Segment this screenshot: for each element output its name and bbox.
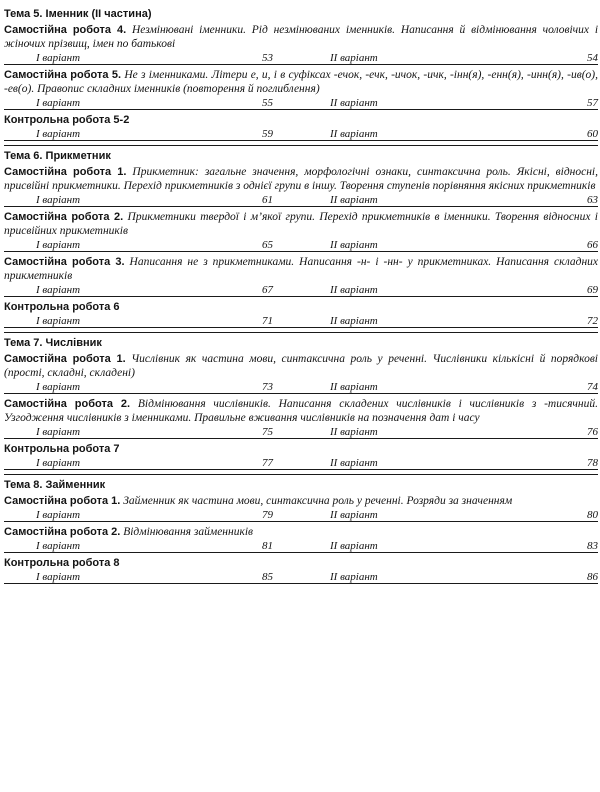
- entry-heading: [4, 23, 598, 51]
- toc-entry: [4, 442, 598, 470]
- toc-section: [4, 336, 598, 470]
- variant-1-page: 75: [262, 426, 273, 438]
- variant-2-page: 80: [587, 509, 598, 521]
- toc-entry: [4, 68, 598, 110]
- variant-1-page: 61: [262, 194, 273, 206]
- variant-1-label: І варіант: [36, 239, 81, 251]
- topic-heading: Тема 5. Іменник (ІІ частина): [4, 8, 152, 20]
- variant-row: [4, 457, 598, 470]
- variant-2-page: 66: [587, 239, 598, 251]
- entry-heading: [4, 68, 598, 96]
- entry-heading: [4, 442, 598, 456]
- entry-label: Самостійна робота 5.: [4, 69, 122, 81]
- section-divider: [4, 474, 598, 475]
- toc-entry: [4, 165, 598, 207]
- variant-1-label: І варіант: [36, 194, 81, 206]
- entry-heading: [4, 397, 598, 425]
- entry-label: Контрольна робота 5-2: [4, 114, 130, 126]
- variant-2-page: 69: [587, 284, 598, 296]
- entry-label: Самостійна робота 1.: [4, 495, 121, 507]
- variant-1-page: 65: [262, 239, 273, 251]
- variant-1-page: 59: [262, 128, 273, 140]
- variant-2-label: ІІ варіант: [330, 571, 378, 583]
- variant-2-label: ІІ варіант: [330, 381, 378, 393]
- variant-2-page: 54: [587, 52, 598, 64]
- entry-label: Самостійна робота 2.: [4, 398, 131, 410]
- variant-2-page: 60: [587, 128, 598, 140]
- variant-1-label: І варіант: [36, 457, 81, 469]
- entry-title: Відмінювання займенників: [123, 526, 254, 538]
- toc-entry: [4, 494, 598, 522]
- toc-entry: [4, 352, 598, 394]
- variant-1-page: 79: [262, 509, 273, 521]
- variant-1-page: 85: [262, 571, 273, 583]
- variant-row: [4, 284, 598, 297]
- entry-label: Контрольна робота 7: [4, 443, 120, 455]
- variant-1-page: 71: [262, 315, 273, 327]
- entry-heading: [4, 352, 598, 380]
- variant-1-page: 77: [262, 457, 273, 469]
- variant-2-label: ІІ варіант: [330, 128, 378, 140]
- topic-heading: Тема 6. Прикметник: [4, 150, 111, 162]
- toc-section: [4, 478, 598, 584]
- variant-row: [4, 315, 598, 328]
- variant-1-page: 73: [262, 381, 273, 393]
- variant-2-label: ІІ варіант: [330, 194, 378, 206]
- variant-1-label: І варіант: [36, 426, 81, 438]
- variant-2-label: ІІ варіант: [330, 315, 378, 327]
- entry-title: Незмінювані іменники. Рід незмінюваних іменників. Написання й відмінювання чоловічих і жіночих прізвищ, імен по батькові: [4, 24, 599, 50]
- variant-2-label: ІІ варіант: [330, 239, 378, 251]
- variant-2-page: 63: [587, 194, 598, 206]
- entry-heading: [4, 525, 598, 539]
- variant-2-page: 83: [587, 540, 598, 552]
- variant-2-page: 78: [587, 457, 598, 469]
- variant-1-label: І варіант: [36, 284, 81, 296]
- variant-1-page: 81: [262, 540, 273, 552]
- toc-section: [4, 7, 598, 141]
- variant-1-label: І варіант: [36, 381, 81, 393]
- variant-2-page: 86: [587, 571, 598, 583]
- entry-title: Відмінювання числівників. Написання складених числівників і числівників з -тисячний. Узгодження числівників з іменниками. Правильне вживання числівників на позначення дат і часу: [4, 398, 598, 424]
- entry-label: Самостійна робота 1.: [4, 353, 126, 365]
- topic-heading: Тема 7. Числівник: [4, 337, 102, 349]
- variant-row: [4, 128, 598, 141]
- variant-2-page: 57: [587, 97, 598, 109]
- variant-2-page: 76: [587, 426, 598, 438]
- entry-title: Числівник як частина мови, синтаксична роль у реченні. Числівники кількісні й порядкові (прості, складні, складені): [4, 353, 599, 379]
- toc-section: [4, 149, 598, 328]
- variant-1-label: І варіант: [36, 540, 81, 552]
- variant-2-label: ІІ варіант: [330, 97, 378, 109]
- variant-row: [4, 239, 598, 252]
- entry-title: Прикметники твердої і м’якої групи. Перехід прикметників в іменники. Творення відносних і присвійних прикметників: [4, 211, 598, 237]
- entry-title: Написання не з прикметниками. Написання -н- і -нн- у прикметниках. Написання складних прикметників: [4, 256, 599, 282]
- entry-label: Самостійна робота 3.: [4, 256, 125, 268]
- entry-label: Контрольна робота 8: [4, 557, 120, 569]
- variant-2-label: ІІ варіант: [330, 52, 378, 64]
- variant-2-label: ІІ варіант: [330, 426, 378, 438]
- toc-entry: [4, 525, 598, 553]
- variant-row: [4, 426, 598, 439]
- variant-1-label: І варіант: [36, 128, 81, 140]
- variant-1-page: 67: [262, 284, 273, 296]
- entry-title: Прикметник: загальне значення, морфологічні ознаки, синтаксична роль. Якісні, відносні, присвійні прикметники. Перехід прикметників з однієї групи в іншу. Творення ступенів порівняння якісних прикметників: [4, 166, 598, 192]
- entry-label: Контрольна робота 6: [4, 301, 120, 313]
- entry-heading: [4, 113, 598, 127]
- section-divider: [4, 332, 598, 333]
- variant-row: [4, 540, 598, 553]
- toc-entry: [4, 210, 598, 252]
- toc-entry: [4, 556, 598, 584]
- toc-entry: [4, 113, 598, 141]
- variant-1-label: І варіант: [36, 315, 81, 327]
- entry-heading: [4, 255, 598, 283]
- entry-heading: [4, 165, 598, 193]
- toc-entry: [4, 255, 598, 297]
- toc-entry: [4, 300, 598, 328]
- variant-2-page: 74: [587, 381, 598, 393]
- table-of-contents: [4, 4, 598, 587]
- variant-1-page: 55: [262, 97, 273, 109]
- entry-label: Самостійна робота 2.: [4, 211, 124, 223]
- section-divider: [4, 145, 598, 146]
- variant-1-label: І варіант: [36, 509, 81, 521]
- toc-entry: [4, 23, 598, 65]
- entry-title: Займенник як частина мови, синтаксична роль у реченні. Розряди за значенням: [123, 495, 513, 507]
- entry-heading: [4, 494, 598, 508]
- variant-1-label: І варіант: [36, 97, 81, 109]
- variant-2-page: 72: [587, 315, 598, 327]
- variant-row: [4, 509, 598, 522]
- variant-1-label: І варіант: [36, 571, 81, 583]
- topic-heading: Тема 8. Займенник: [4, 479, 106, 491]
- variant-row: [4, 52, 598, 65]
- entry-label: Самостійна робота 1.: [4, 166, 127, 178]
- variant-row: [4, 381, 598, 394]
- variant-row: [4, 194, 598, 207]
- variant-2-label: ІІ варіант: [330, 540, 378, 552]
- toc-entry: [4, 397, 598, 439]
- variant-2-label: ІІ варіант: [330, 457, 378, 469]
- variant-2-label: ІІ варіант: [330, 509, 378, 521]
- entry-label: Самостійна робота 4.: [4, 24, 127, 36]
- entry-label: Самостійна робота 2.: [4, 526, 121, 538]
- entry-heading: [4, 300, 598, 314]
- variant-1-page: 53: [262, 52, 273, 64]
- variant-2-label: ІІ варіант: [330, 284, 378, 296]
- entry-heading: [4, 210, 598, 238]
- variant-1-label: І варіант: [36, 52, 81, 64]
- variant-row: [4, 97, 598, 110]
- entry-title: Не з іменниками. Літери е, и, і в суфіксах -ечок, -ечк, -ичок, -ичк, -інн(я), -енн(я), -инн(я), -ив(о), -ев(о). Правопис складних іменників (повторення й поглиблення): [4, 69, 598, 95]
- toc-sections: [4, 7, 598, 584]
- entry-heading: [4, 556, 598, 570]
- variant-row: [4, 571, 598, 584]
